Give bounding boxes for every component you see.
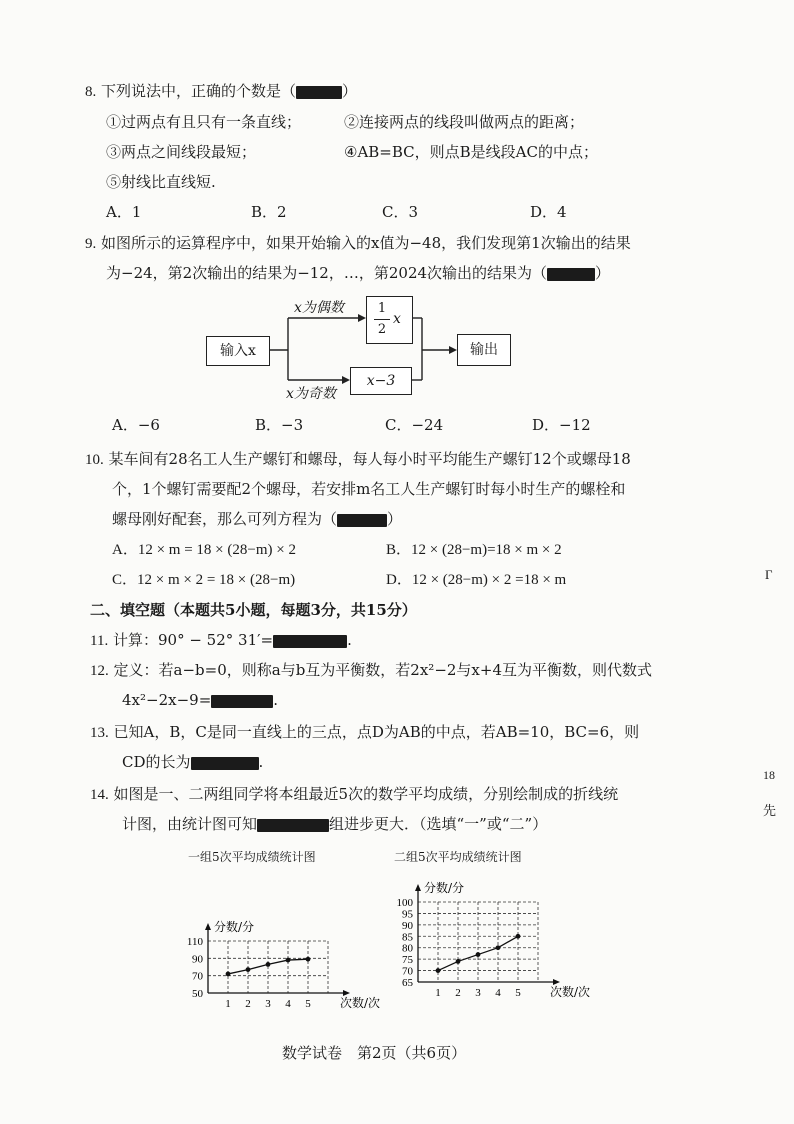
q13-end: . [258, 753, 264, 771]
q8-statement-2: ②连接两点的线段叫做两点的距离； [344, 113, 585, 131]
answer-mask [257, 819, 329, 832]
flow-input-box [206, 336, 270, 366]
q14-line2 [122, 815, 547, 833]
page-footer: 数学试卷 第2页（共6页） [282, 1044, 467, 1062]
q11-text: 计算：90° − 52° 31′= [112, 631, 274, 649]
q12-line1 [90, 661, 652, 680]
q8-statement-3: ③两点之间线段最短； [106, 143, 257, 161]
flow-output-label: 输出 [470, 342, 498, 358]
q10-line3 [112, 510, 402, 528]
chart2-ytick-label: 95 [402, 908, 413, 921]
flow-input-label: 输入x [220, 343, 256, 359]
chart1-title: 一组5次平均成绩统计图 [188, 850, 316, 864]
margin-mark-2: 18 [763, 768, 775, 782]
flow-output-box [457, 334, 511, 366]
flow-even-label: x为偶数 [294, 300, 344, 316]
q10-option-b: B．12 × (28−m)=18 × m × 2 [386, 542, 562, 558]
q8-stem-text: 下列说法中，正确的个数是（ [101, 82, 297, 100]
chart2-ytick-label: 100 [396, 897, 413, 909]
q10-option-a: A．12 × m = 18 × (28−m) × 2 [112, 542, 296, 558]
q13-line1-text: 已知A，B，C是同一直线上的三点，点D为AB的中点，若AB=10，BC=6，则 [113, 723, 640, 741]
q8-number: 8. [85, 84, 97, 100]
fraction-variable: x [393, 311, 401, 327]
chart1-data-point [246, 967, 251, 972]
q9-number: 9. [85, 236, 97, 252]
q8-statement-1: ①过两点有且只有一条直线； [106, 113, 302, 131]
chart2-ylabel: 分数/分 [424, 881, 465, 895]
chart2-data-point [436, 968, 441, 973]
chart2-data-point [456, 959, 461, 964]
q12-end: . [273, 691, 279, 709]
flow-minus3-box [350, 367, 412, 395]
chart2-xtick-label: 3 [475, 987, 481, 999]
q10-line1 [85, 450, 631, 469]
chart1-ytick-label: 110 [186, 936, 203, 948]
answer-mask [191, 757, 259, 770]
q8-statement-4: ④AB=BC，则点B是线段AC的中点； [344, 143, 598, 161]
chart2-data-point [476, 952, 481, 957]
q12-number: 12. [90, 663, 109, 679]
chart1-xtick-label: 3 [265, 998, 271, 1010]
q9-line2-text: 为−24，第2次输出的结果为−12，…，第2024次输出的结果为（ [106, 264, 548, 282]
q13-number: 13. [90, 725, 109, 741]
fraction-bar [374, 319, 390, 320]
q10-option-c: C．12 × m × 2 = 18 × (28−m) [112, 572, 296, 588]
chart2-title: 二组5次平均成绩统计图 [394, 850, 522, 864]
q10-option-d: D．12 × (28−m) × 2 =18 × m [386, 572, 567, 588]
flow-half-box [366, 296, 413, 344]
q10-line3-text: 螺母刚好配套，那么可列方程为（ [112, 510, 338, 528]
fraction-numerator: 1 [377, 301, 387, 316]
chart2-ytick-label: 75 [402, 954, 413, 967]
chart2-xtick-label: 2 [455, 987, 461, 999]
q8-stem-end: ） [342, 82, 358, 100]
q14-line1-text: 如图是一、二两组同学将本组最近5次的数学平均成绩，分别绘制成的折线统 [113, 785, 619, 803]
chart1-ytick-label: 70 [192, 970, 203, 983]
chart2-svg [380, 872, 600, 1012]
chart2-xtick-label: 5 [515, 987, 521, 999]
q10-line1-text: 某车间有28名工人生产螺钉和螺母，每人每小时平均能生产螺钉12个或螺母18 [108, 450, 631, 468]
chart1-ytick-label: 50 [192, 988, 203, 1000]
chart1-data-point [266, 962, 271, 967]
chart2-ytick-label: 85 [402, 931, 413, 944]
q8-option-b: B．2 [251, 203, 287, 221]
q11 [90, 631, 352, 650]
chart2-ytick-label: 65 [402, 977, 413, 989]
q12-line2-text: 4x²−2x−9= [122, 691, 212, 709]
q9-option-a: A．−6 [112, 416, 160, 434]
q13-line1 [90, 723, 639, 742]
flow-minus3-label: x−3 [366, 373, 396, 389]
q13-line2-text: CD的长为 [122, 753, 191, 771]
margin-mark-3: 先 [763, 804, 777, 819]
q9-option-b: B．−3 [255, 416, 304, 434]
q11-end: . [347, 631, 352, 649]
q9-line2-end: ） [595, 264, 611, 282]
chart2-xlabel: 次数/次 [550, 985, 591, 999]
chart2-data-point [516, 934, 521, 939]
q12-line1-text: 定义：若a−b=0，则称a与b互为平衡数，若2x²−2与x+4互为平衡数，则代数式 [113, 661, 653, 679]
answer-mask [273, 635, 347, 648]
chart1-data-point [226, 972, 231, 977]
chart1-xtick-label: 2 [245, 998, 251, 1010]
chart1-xlabel: 次数/次 [340, 996, 381, 1010]
chart2-xtick-label: 1 [435, 987, 441, 999]
q14-line2b-text: 组进步更大．（选填“一”或“二”） [329, 815, 548, 833]
chart1-xtick-label: 4 [285, 998, 291, 1010]
chart2-data-point [496, 945, 501, 950]
q8-option-d: D．4 [530, 203, 567, 221]
answer-mask [211, 695, 273, 708]
chart1-data-point [306, 957, 311, 962]
chart1-xtick-label: 5 [305, 998, 311, 1010]
q8-option-c: C．3 [382, 203, 419, 221]
margin-mark-1: Γ [765, 567, 773, 582]
q9-option-c: C．−24 [385, 416, 444, 434]
chart1-ytick-label: 90 [192, 953, 203, 966]
chart2-ytick-label: 90 [402, 919, 413, 932]
q14-line1 [90, 785, 618, 804]
chart1-ylabel: 分数/分 [214, 920, 255, 934]
fraction-denominator: 2 [377, 322, 387, 337]
chart1-svg [160, 905, 390, 1010]
q10-line2: 个，1个螺钉需要配2个螺母，若安排m名工人生产螺钉时每小时生产的螺栓和 [112, 480, 626, 498]
q10-line3-end: ） [387, 510, 403, 528]
q8-statement-5: ⑤射线比直线短. [106, 173, 216, 191]
chart2-xtick-label: 4 [495, 987, 501, 999]
chart1-y-arrow [205, 923, 211, 930]
q14-line2a-text: 计图，由统计图可知 [122, 815, 258, 833]
q11-number: 11. [90, 633, 109, 649]
q13-line2 [122, 753, 263, 771]
chart1-data-point [286, 958, 291, 963]
q12-line2 [122, 691, 278, 709]
q14-number: 14. [90, 787, 109, 803]
q8-option-a: A．1 [106, 203, 142, 221]
q10-number: 10. [85, 452, 104, 468]
section-heading: 二、填空题（本题共5小题，每题3分，共15分） [90, 601, 417, 619]
chart2-ytick-label: 80 [402, 942, 413, 955]
flow-odd-label: x为奇数 [286, 386, 336, 402]
answer-mask [337, 514, 387, 527]
q9-option-d: D．−12 [532, 416, 591, 434]
chart2-y-arrow [415, 884, 421, 891]
chart2-ytick-label: 70 [402, 965, 413, 978]
chart1-xtick-label: 1 [225, 998, 231, 1010]
q9-line1-text: 如图所示的运算程序中，如果开始输入的x值为−48，我们发现第1次输出的结果 [101, 234, 631, 252]
